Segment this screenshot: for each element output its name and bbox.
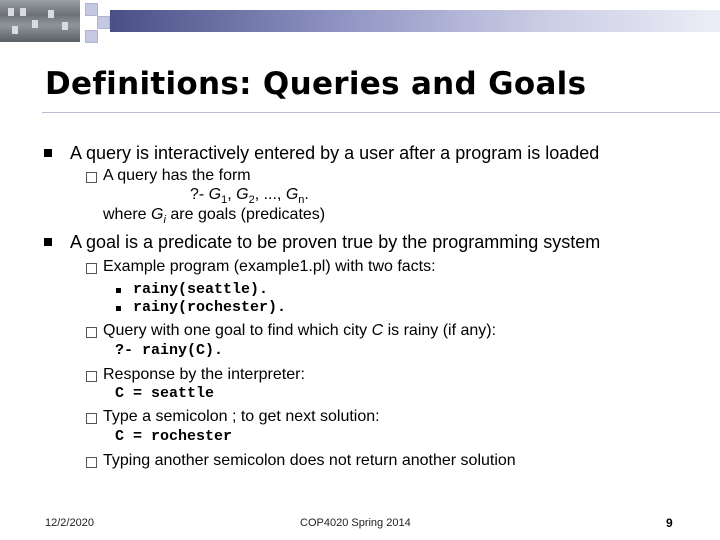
footer-course: COP4020 Spring 2014	[300, 517, 411, 529]
header-gradient-bar	[110, 10, 720, 32]
sub-bullet-icon	[86, 327, 97, 338]
bullet-square-icon	[44, 149, 52, 157]
bullet-goal-definition: A goal is a predicate to be proven true by the programming system	[70, 232, 601, 252]
sub-bullet-icon	[86, 457, 97, 468]
page-number: 9	[666, 516, 673, 530]
where-clause: where $G_i$ are goals (predicates)	[103, 206, 326, 227]
slide-title: Definitions: Queries and Goals	[45, 66, 587, 102]
sub-bullet-icon	[86, 172, 97, 183]
fact-bullet-icon	[116, 306, 121, 311]
query-form-expression: ?- $G_1$, $G_2$, ..., $G_n$.	[190, 186, 309, 207]
fact-rainy-seattle: rainy(seattle).	[133, 281, 269, 298]
fact-rainy-rochester: rainy(rochester).	[133, 299, 287, 316]
header-square	[97, 16, 110, 29]
sub-bullet-response: Response by the interpreter:	[103, 366, 305, 383]
sub-bullet-form: A query has the form	[103, 167, 251, 184]
sub-bullet-semicolon: Type a semicolon ; to get next solution:	[103, 408, 380, 425]
sub-bullet-icon	[86, 413, 97, 424]
header-square	[85, 30, 98, 43]
sub-bullet-icon	[86, 263, 97, 274]
response-rochester: C = rochester	[115, 428, 233, 445]
sub-bullet-no-more: Typing another semicolon does not return another solution	[103, 452, 516, 469]
sub-bullet-query-goal: Query with one goal to find which city C is rainy (if any):	[103, 322, 497, 339]
query-code: ?- rainy(C).	[115, 342, 224, 359]
footer-date: 12/2/2020	[45, 517, 94, 529]
sub-bullet-example-program: Example program (example1.pl) with two facts:	[103, 258, 436, 275]
header-photo	[0, 0, 80, 42]
bullet-square-icon	[44, 238, 52, 246]
title-divider	[42, 112, 720, 113]
fact-bullet-icon	[116, 288, 121, 293]
bullet-query-definition: A query is interactively entered by a user after a program is loaded	[70, 143, 600, 163]
header-square	[85, 3, 98, 16]
response-seattle: C = seattle	[115, 385, 215, 402]
sub-bullet-icon	[86, 371, 97, 382]
